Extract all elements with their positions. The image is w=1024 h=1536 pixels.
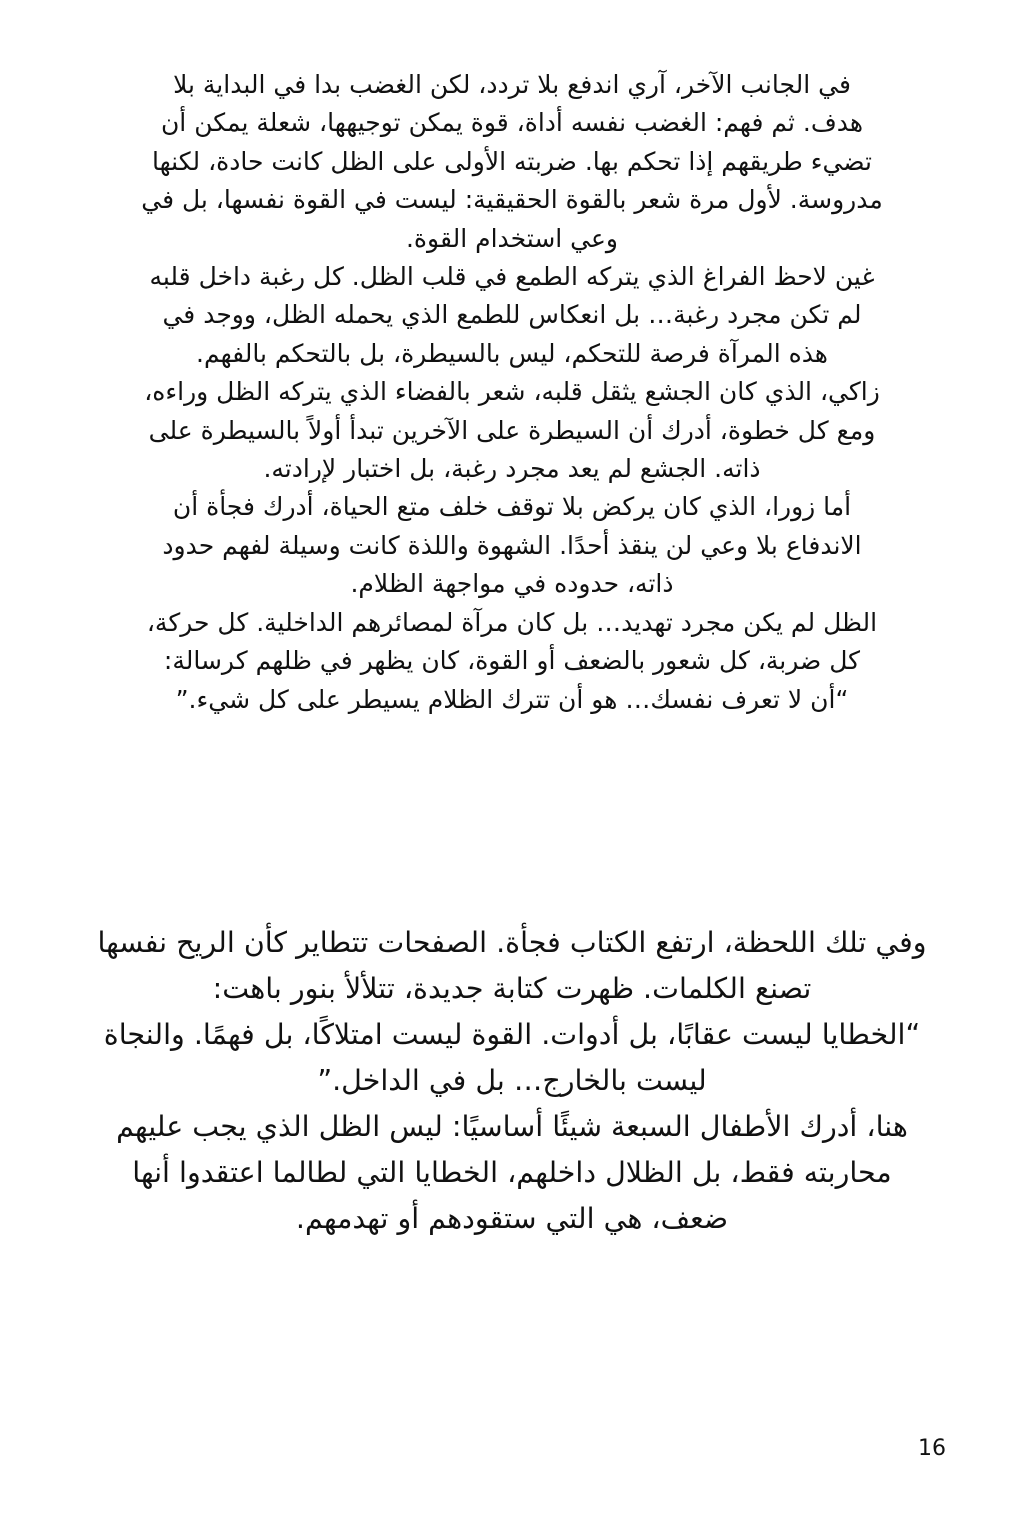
text-line: أما زورا، الذي كان يركض بلا توقف خلف متع الحياة، أدرك فجأة أن (172, 492, 852, 522)
text-line: زاكي، الذي كان الجشع يثقل قلبه، شعر بالفضاء الذي يتركه الظل وراءه، (144, 377, 880, 407)
text-line: هدف. ثم فهم: الغضب نفسه أداة، قوة يمكن توجيهها، شعلة يمكن أن (160, 108, 864, 138)
text-line: ذاته. الجشع لم يعد مجرد رغبة، بل اختبار لإرادته. (263, 454, 761, 484)
text-line: تضيء طريقهم إذا تحكم بها. ضربته الأولى على الظل كانت حادة، لكنها (152, 146, 872, 176)
page-number: 16 (918, 1436, 946, 1461)
text-line: “أن لا تعرف نفسك… هو أن تترك الظلام يسيطر على كل شيء.” (175, 684, 849, 714)
text-line: غين لاحظ الفراغ الذي يتركه الطمع في قلب الظل. كل رغبة داخل قلبه (149, 262, 875, 292)
text-line: كل ضربة، كل شعور بالضعف أو القوة، كان يظهر في ظلهم كرسالة: (163, 646, 861, 676)
text-line: ومع كل خطوة، أدرك أن السيطرة على الآخرين تبدأ أولاً بالسيطرة على (148, 415, 876, 445)
text-line: تصنع الكلمات. ظهرت كتابة جديدة، تتلألأ بنور باهت: (212, 972, 812, 1005)
text-line: ذاته، حدوده في مواجهة الظلام. (350, 569, 674, 599)
text-line: في الجانب الآخر، آري اندفع بلا تردد، لكن الغضب بدا في البداية بلا (173, 70, 851, 99)
paragraph-block-characters (55, 66, 969, 719)
text-line: ليست بالخارج… بل في الداخل.” (317, 1064, 707, 1097)
text-line: الظل لم يكن مجرد تهديد… بل كان مرآة لمصائرهم الداخلية. كل حركة، (146, 607, 878, 637)
text-line: مدروسة. لأول مرة شعر بالقوة الحقيقية: ليست في القوة نفسها، بل في (141, 185, 883, 215)
text-line: “الخطايا ليست عقابًا، بل أدوات. القوة ليست امتلاكًا، بل فهمًا. والنجاة (103, 1018, 921, 1051)
text-line: هذه المرآة فرصة للتحكم، ليس بالسيطرة، بل بالتحكم بالفهم. (196, 338, 828, 368)
text-line: هنا، أدرك الأطفال السبعة شيئًا أساسيًا: ليس الظل الذي يجب عليهم (116, 1110, 908, 1143)
text-line: الاندفاع بلا وعي لن ينقذ أحدًا. الشهوة واللذة كانت وسيلة لفهم حدود (162, 530, 862, 560)
text-line: ضعف، هي التي ستقودهم أو تهدمهم. (295, 1202, 729, 1235)
text-line: لم تكن مجرد رغبة… بل انعكاس للطمع الذي يحمله الظل، ووجد في (162, 300, 862, 330)
text-line: وعي استخدام القوة. (405, 223, 618, 253)
text-line: وفي تلك اللحظة، ارتفع الكتاب فجأة. الصفحات تتطاير كأن الريح نفسها (97, 926, 927, 959)
paragraph-block-book (4, 920, 1020, 1242)
text-line: محاربته فقط، بل الظلال داخلهم، الخطايا التي لطالما اعتقدوا أنها (132, 1156, 892, 1189)
